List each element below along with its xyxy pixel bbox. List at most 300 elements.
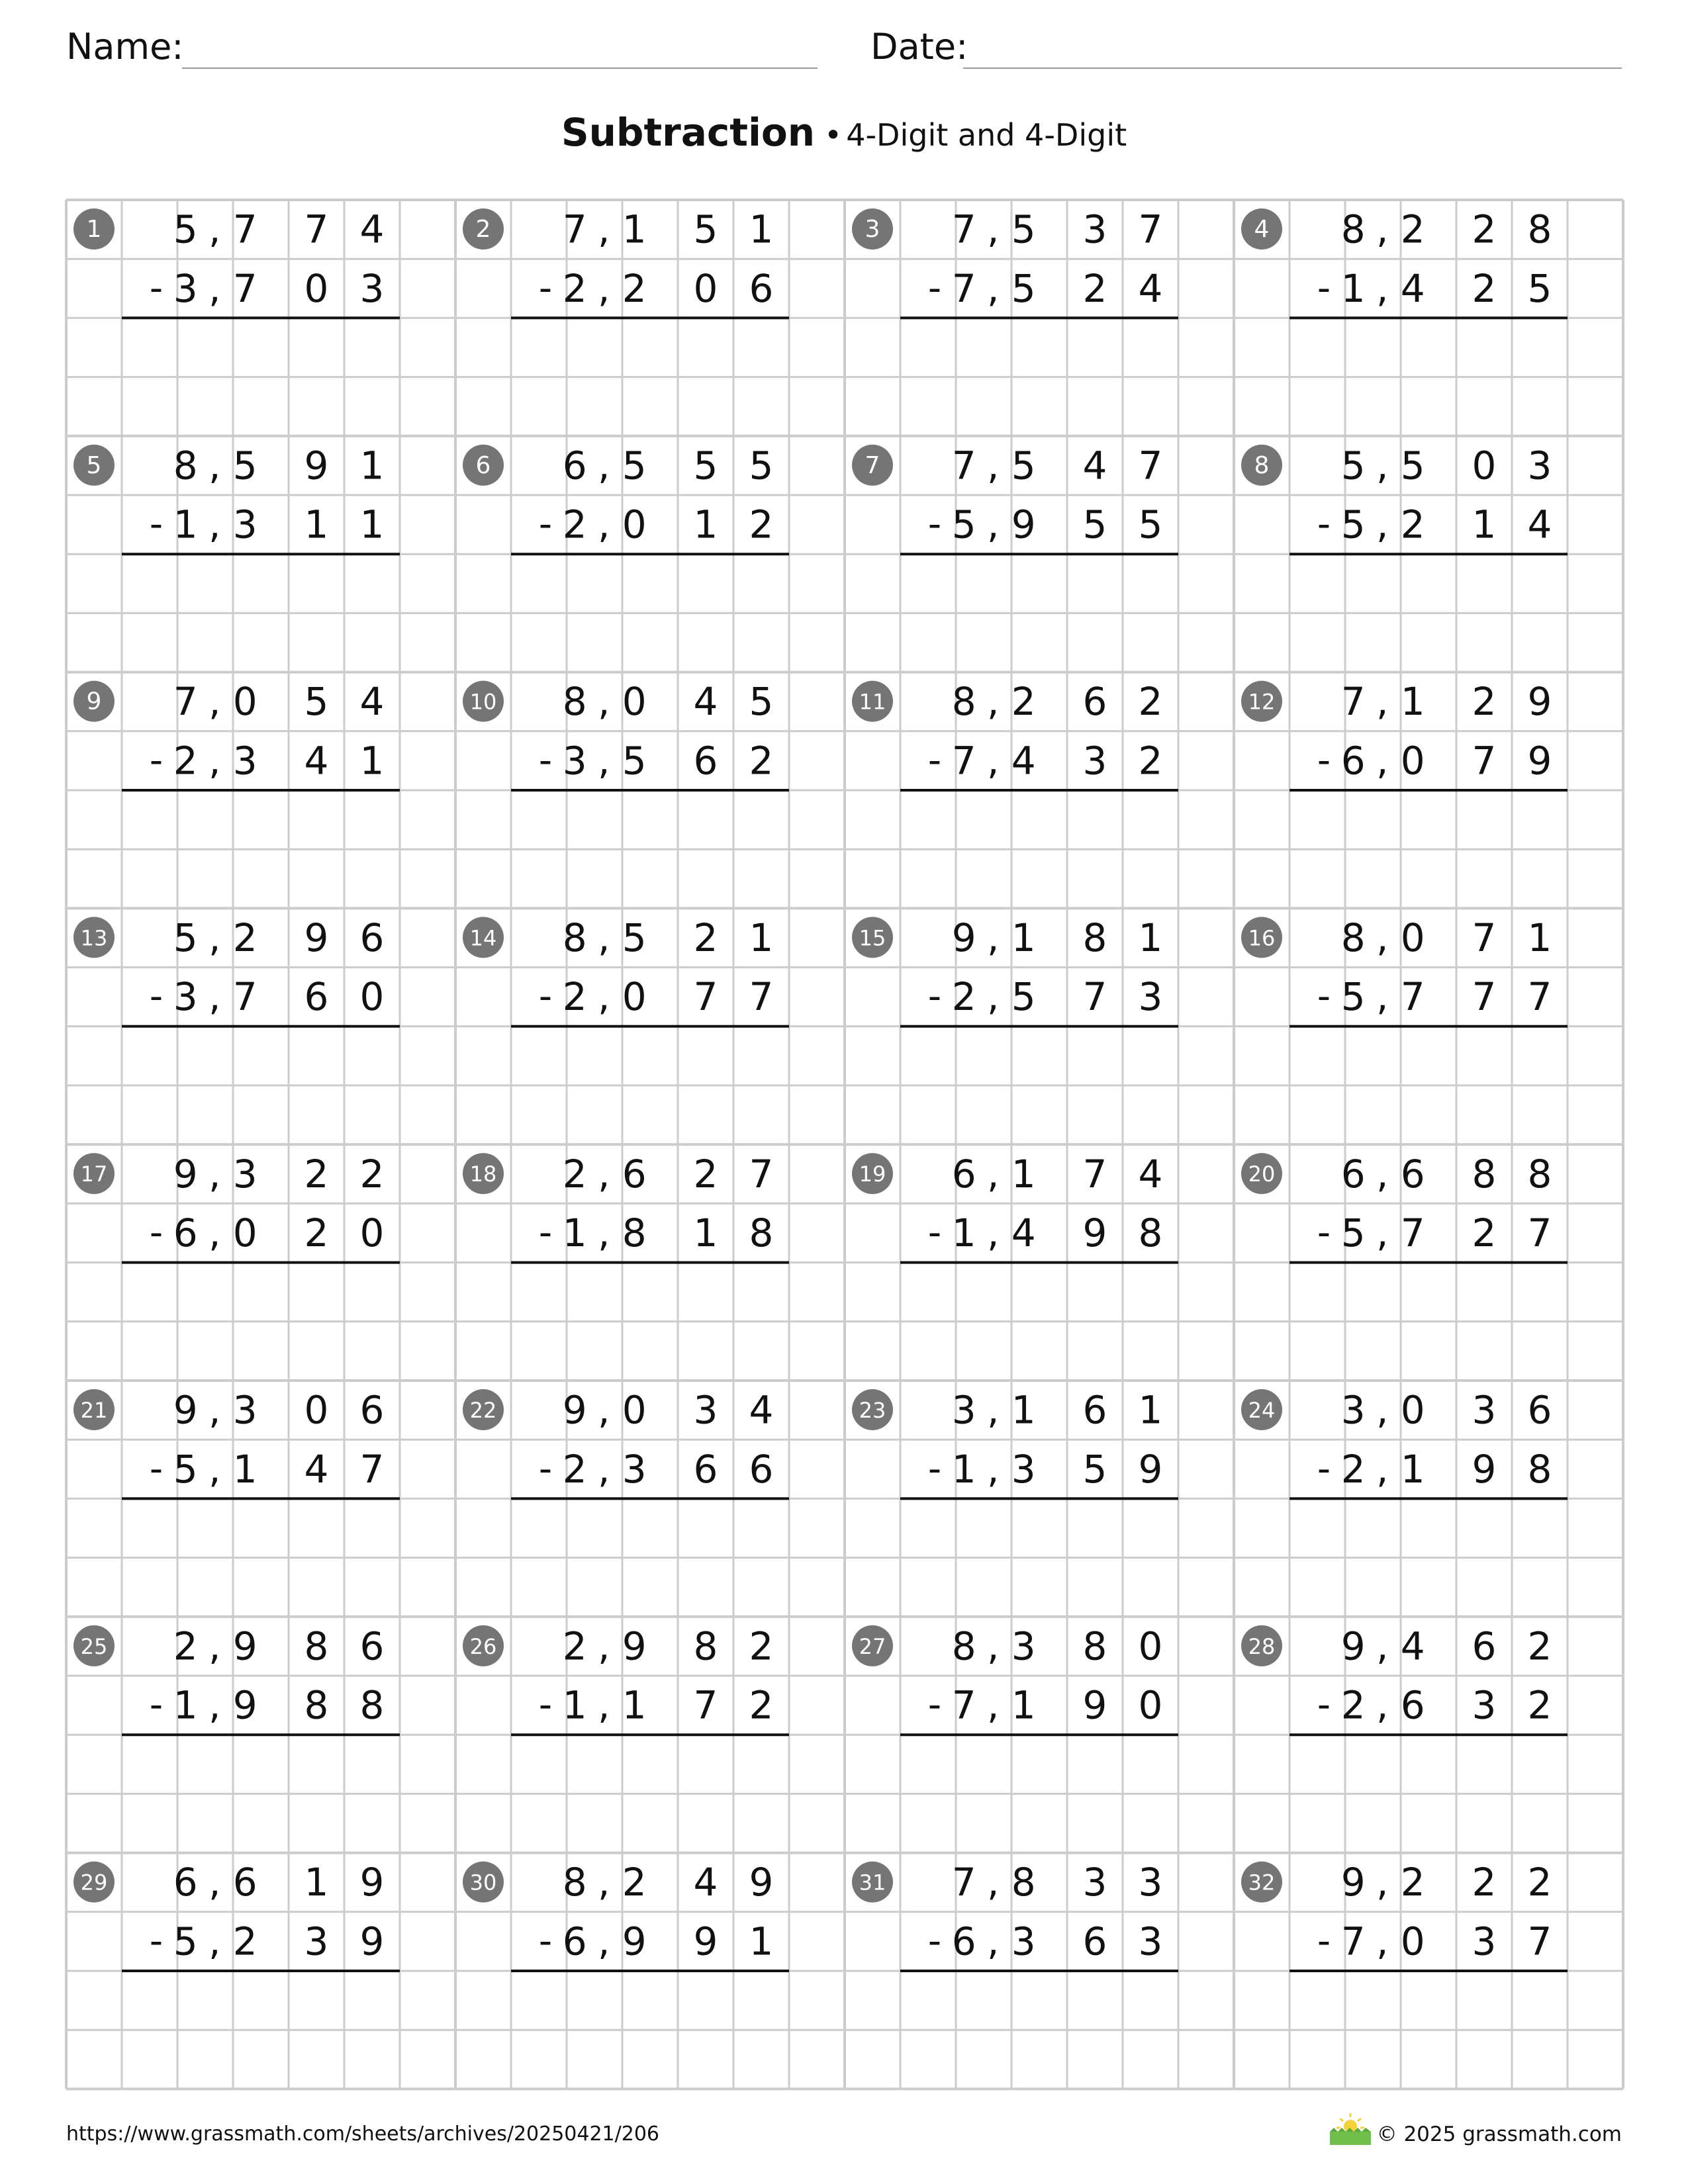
digit: 9 [173, 1151, 198, 1197]
digit: 5 [232, 443, 258, 488]
thousands-comma: , [208, 1210, 221, 1255]
digit: 9 [1082, 1682, 1107, 1728]
digit: 1 [1011, 1151, 1036, 1197]
digit: 3 [1138, 1860, 1163, 1905]
minus-sign: - [538, 502, 553, 546]
digit: 8 [1472, 1151, 1497, 1197]
digit: 0 [232, 1210, 258, 1255]
digit: 1 [173, 1682, 198, 1728]
digit: 7 [951, 443, 976, 488]
digit: 9 [1340, 1623, 1366, 1669]
problem-number: 30 [469, 1870, 497, 1895]
digit: 8 [304, 1623, 329, 1669]
thousands-comma: , [986, 443, 1000, 488]
digit: 1 [951, 1210, 976, 1255]
digit: 1 [749, 1919, 774, 1964]
digit: 6 [1082, 1387, 1107, 1433]
digit: 3 [1082, 1860, 1107, 1905]
subtrahend [1341, 1919, 1552, 1964]
digit: 1 [304, 502, 329, 547]
digit: 2 [1400, 206, 1425, 252]
digit: 7 [232, 974, 258, 1020]
minus-sign: - [538, 975, 553, 1019]
digit: 8 [1082, 915, 1107, 960]
digit: 0 [359, 974, 385, 1020]
minus-sign: - [149, 1919, 164, 1963]
answer-area[interactable] [511, 1971, 789, 2089]
digit: 3 [1011, 1446, 1036, 1492]
digit: 3 [693, 1387, 718, 1433]
answer-area[interactable] [1289, 1263, 1568, 1381]
digit: 5 [1340, 443, 1366, 488]
digit: 2 [562, 1623, 587, 1669]
thousands-comma: , [597, 1623, 610, 1669]
thousands-comma: , [597, 1151, 610, 1197]
digit: 1 [1138, 915, 1163, 960]
title-subtitle: 4-Digit and 4-Digit [846, 117, 1127, 153]
problem-number: 29 [80, 1870, 108, 1895]
minuend [1341, 443, 1552, 488]
digit: 4 [304, 1446, 329, 1492]
digit: 0 [1138, 1623, 1163, 1669]
digit: 7 [1400, 974, 1425, 1020]
minus-sign: - [1317, 1683, 1331, 1727]
digit: 8 [693, 1623, 718, 1669]
digit: 7 [951, 1682, 976, 1728]
thousands-comma: , [597, 502, 610, 547]
digit: 6 [173, 1860, 198, 1905]
digit: 7 [1472, 738, 1497, 784]
minuend [563, 1623, 774, 1668]
subtrahend [1341, 974, 1552, 1019]
digit: 0 [1138, 1682, 1163, 1728]
minus-sign: - [1317, 739, 1331, 782]
date-line[interactable] [963, 68, 1622, 69]
digit: 7 [749, 1151, 774, 1197]
minus-sign: - [927, 739, 942, 782]
digit: 5 [622, 915, 647, 960]
digit: 2 [749, 1682, 774, 1728]
digit: 1 [1011, 1682, 1036, 1728]
digit: 7 [1527, 1919, 1552, 1964]
digit: 1 [749, 206, 774, 252]
minuend [952, 443, 1163, 488]
digit: 2 [749, 502, 774, 547]
minus-sign: - [927, 1683, 942, 1727]
subtrahend [563, 738, 774, 783]
answer-area[interactable] [1289, 318, 1568, 435]
digit: 8 [622, 1210, 647, 1255]
digit: 2 [562, 1151, 587, 1197]
digit: 3 [1082, 738, 1107, 784]
digit: 6 [749, 1446, 774, 1492]
digit: 2 [749, 1623, 774, 1669]
digit: 3 [232, 738, 258, 784]
digit: 1 [1400, 1446, 1425, 1492]
digit: 9 [304, 443, 329, 488]
digit: 5 [173, 1446, 198, 1492]
thousands-comma: , [1376, 915, 1389, 960]
digit: 1 [1472, 502, 1497, 547]
problem-number: 32 [1248, 1870, 1276, 1895]
minus-sign: - [1317, 1447, 1331, 1490]
digit: 1 [749, 915, 774, 960]
digit: 6 [1082, 679, 1107, 725]
digit: 2 [232, 915, 258, 960]
problem-number: 16 [1248, 925, 1276, 951]
problem-number: 18 [469, 1161, 497, 1187]
subtrahend [952, 1683, 1163, 1728]
answer-area[interactable] [122, 1498, 400, 1616]
thousands-comma: , [1376, 1151, 1389, 1197]
digit: 1 [1011, 1387, 1036, 1433]
answer-area[interactable] [122, 1026, 400, 1144]
digit: 7 [951, 738, 976, 784]
thousands-comma: , [1376, 1682, 1389, 1728]
answer-area[interactable] [122, 790, 400, 908]
digit: 9 [1082, 1210, 1107, 1255]
answer-area[interactable] [900, 1263, 1178, 1381]
digit: 5 [304, 679, 329, 725]
answer-area[interactable] [122, 1971, 400, 2089]
digit: 7 [1138, 206, 1163, 252]
thousands-comma: , [986, 915, 1000, 960]
minuend [173, 1623, 385, 1668]
digit: 6 [1400, 1682, 1425, 1728]
thousands-comma: , [986, 1446, 1000, 1492]
thousands-comma: , [208, 443, 221, 488]
digit: 5 [693, 443, 718, 488]
thousands-comma: , [208, 1682, 221, 1728]
digit: 6 [951, 1919, 976, 1964]
digit: 8 [1527, 1151, 1552, 1197]
answer-area[interactable] [1289, 1735, 1568, 1852]
subtrahend [1341, 738, 1552, 783]
digit: 7 [304, 206, 329, 252]
digit: 7 [232, 206, 258, 252]
answer-area[interactable] [511, 1498, 789, 1616]
problem-number: 25 [80, 1633, 108, 1659]
digit: 8 [1340, 915, 1366, 960]
thousands-comma: , [208, 915, 221, 960]
digit: 1 [951, 1446, 976, 1492]
digit: 8 [562, 679, 587, 725]
answer-area[interactable] [900, 1498, 1178, 1616]
name-line[interactable] [182, 68, 818, 69]
digit: 2 [1472, 1860, 1497, 1905]
digit: 1 [1400, 679, 1425, 725]
digit: 6 [1400, 1151, 1425, 1197]
answer-area[interactable] [900, 1026, 1178, 1144]
minuend [1341, 1388, 1552, 1433]
subtrahend [1341, 266, 1552, 311]
digit: 4 [693, 679, 718, 725]
minuend [1341, 915, 1552, 960]
digit: 8 [562, 1860, 587, 1905]
thousands-comma: , [986, 1682, 1000, 1728]
digit: 5 [173, 206, 198, 252]
digit: 3 [173, 974, 198, 1020]
digit: 8 [1138, 1210, 1163, 1255]
problem-number: 17 [80, 1161, 108, 1187]
digit: 7 [951, 265, 976, 311]
subtrahend [563, 974, 774, 1019]
minuend [563, 1388, 774, 1433]
digit: 7 [359, 1446, 385, 1492]
answer-area[interactable] [900, 790, 1178, 908]
digit: 9 [693, 1919, 718, 1964]
minuend [952, 207, 1163, 252]
digit: 0 [693, 265, 718, 311]
digit: 4 [1011, 1210, 1036, 1255]
thousands-comma: , [1376, 1623, 1389, 1669]
problem-number: 19 [859, 1161, 886, 1187]
digit: 2 [1082, 265, 1107, 311]
digit: 7 [1082, 1151, 1107, 1197]
subtrahend [173, 266, 385, 311]
answer-area[interactable] [1289, 1971, 1568, 2089]
digit: 6 [749, 265, 774, 311]
minus-sign: - [1317, 975, 1331, 1019]
answer-area[interactable] [511, 1026, 789, 1144]
digit: 9 [622, 1919, 647, 1964]
digit: 5 [749, 443, 774, 488]
digit: 6 [693, 1446, 718, 1492]
grass-sun-logo-icon [1327, 2108, 1374, 2148]
digit: 7 [1340, 679, 1366, 725]
digit: 5 [1138, 502, 1163, 547]
digit: 4 [1527, 502, 1552, 547]
minuend [952, 1623, 1163, 1668]
digit: 8 [749, 1210, 774, 1255]
minuend [173, 207, 385, 252]
thousands-comma: , [208, 1919, 221, 1964]
digit: 6 [562, 443, 587, 488]
minus-sign: - [538, 739, 553, 782]
answer-area[interactable] [900, 318, 1178, 435]
minuend [563, 207, 774, 252]
minus-sign: - [1317, 266, 1331, 310]
problem-number: 11 [859, 689, 886, 715]
answer-area[interactable] [1289, 554, 1568, 672]
problem-number: 5 [86, 451, 102, 479]
digit: 4 [1011, 738, 1036, 784]
problem-number: 4 [1254, 216, 1270, 243]
digit: 4 [693, 1860, 718, 1905]
digit: 8 [951, 1623, 976, 1669]
subtrahend [173, 1683, 385, 1728]
answer-area[interactable] [122, 554, 400, 672]
digit: 8 [1527, 206, 1552, 252]
subtrahend [1341, 1447, 1552, 1492]
digit: 1 [1340, 265, 1366, 311]
digit: 2 [1400, 1860, 1425, 1905]
thousands-comma: , [208, 1860, 221, 1905]
digit: 7 [1527, 974, 1552, 1020]
thousands-comma: , [986, 1387, 1000, 1433]
digit: 1 [359, 738, 385, 784]
thousands-comma: , [1376, 738, 1389, 784]
answer-area[interactable] [900, 554, 1178, 672]
digit: 5 [1400, 443, 1425, 488]
digit: 4 [304, 738, 329, 784]
digit: 3 [1011, 1623, 1036, 1669]
digit: 6 [951, 1151, 976, 1197]
thousands-comma: , [986, 206, 1000, 252]
problem-number: 15 [859, 925, 886, 951]
digit: 6 [1340, 738, 1366, 784]
digit: 3 [562, 738, 587, 784]
problem-number: 8 [1254, 451, 1270, 479]
thousands-comma: , [986, 679, 1000, 725]
thousands-comma: , [986, 1623, 1000, 1669]
minus-sign: - [538, 1919, 553, 1963]
thousands-comma: , [1376, 1860, 1389, 1905]
minuend [173, 679, 385, 724]
digit: 9 [359, 1860, 385, 1905]
digit: 7 [951, 206, 976, 252]
minuend [1341, 1623, 1552, 1668]
digit: 0 [1400, 915, 1425, 960]
answer-area[interactable] [122, 318, 400, 435]
subtrahend [952, 738, 1163, 783]
digit: 6 [359, 1623, 385, 1669]
digit: 6 [359, 1387, 385, 1433]
digit: 2 [1340, 1446, 1366, 1492]
digit: 1 [359, 443, 385, 488]
digit: 3 [1472, 1919, 1497, 1964]
digit: 0 [304, 265, 329, 311]
digit: 5 [622, 443, 647, 488]
digit: 1 [562, 1210, 587, 1255]
title-bullet: • [824, 117, 843, 153]
minus-sign: - [149, 739, 164, 782]
digit: 4 [359, 679, 385, 725]
thousands-comma: , [597, 974, 610, 1020]
subtrahend [173, 974, 385, 1019]
digit: 1 [1011, 915, 1036, 960]
subtrahend [563, 1919, 774, 1964]
answer-area[interactable] [1289, 1498, 1568, 1616]
digit: 6 [304, 974, 329, 1020]
thousands-comma: , [597, 1919, 610, 1964]
digit: 3 [1472, 1682, 1497, 1728]
minus-sign: - [927, 1211, 942, 1254]
digit: 7 [1082, 974, 1107, 1020]
digit: 2 [1011, 679, 1036, 725]
answer-area[interactable] [122, 1735, 400, 1852]
thousands-comma: , [597, 1446, 610, 1492]
answer-area[interactable] [511, 318, 789, 435]
digit: 2 [749, 738, 774, 784]
minuend [173, 915, 385, 960]
thousands-comma: , [597, 915, 610, 960]
subtrahend [952, 974, 1163, 1019]
digit: 6 [232, 1860, 258, 1905]
digit: 9 [1527, 679, 1552, 725]
digit: 7 [1472, 915, 1497, 960]
problem-number: 6 [475, 451, 491, 479]
answer-area[interactable] [900, 1735, 1178, 1852]
digit: 2 [951, 974, 976, 1020]
digit: 8 [1082, 1623, 1107, 1669]
digit: 2 [1472, 679, 1497, 725]
digit: 8 [1527, 1446, 1552, 1492]
minuend [1341, 1152, 1552, 1197]
answer-area[interactable] [511, 554, 789, 672]
answer-area[interactable] [511, 790, 789, 908]
digit: 2 [304, 1210, 329, 1255]
minuend [563, 1152, 774, 1197]
digit: 1 [562, 1682, 587, 1728]
thousands-comma: , [986, 974, 1000, 1020]
answer-area[interactable] [511, 1735, 789, 1852]
digit: 7 [232, 265, 258, 311]
digit: 8 [951, 679, 976, 725]
digit: 9 [622, 1623, 647, 1669]
digit: 7 [1400, 1210, 1425, 1255]
digit: 5 [1340, 974, 1366, 1020]
thousands-comma: , [208, 206, 221, 252]
digit: 3 [173, 265, 198, 311]
digit: 9 [1340, 1860, 1366, 1905]
digit: 5 [749, 679, 774, 725]
digit: 3 [1138, 1919, 1163, 1964]
answer-area[interactable] [1289, 1026, 1568, 1144]
digit: 5 [173, 915, 198, 960]
minus-sign: - [538, 1683, 553, 1727]
thousands-comma: , [208, 502, 221, 547]
digit: 4 [1082, 443, 1107, 488]
digit: 5 [1082, 1446, 1107, 1492]
worksheet-title [0, 106, 1688, 169]
minus-sign: - [538, 1447, 553, 1490]
digit: 2 [1340, 1682, 1366, 1728]
thousands-comma: , [1376, 1919, 1389, 1964]
minuend [952, 915, 1163, 960]
digit: 3 [1138, 974, 1163, 1020]
thousands-comma: , [1376, 1446, 1389, 1492]
digit: 2 [562, 1446, 587, 1492]
digit: 8 [1340, 206, 1366, 252]
answer-area[interactable] [122, 1263, 400, 1381]
thousands-comma: , [597, 1682, 610, 1728]
answer-area[interactable] [511, 1263, 789, 1381]
digit: 2 [622, 1860, 647, 1905]
thousands-comma: , [986, 265, 1000, 311]
thousands-comma: , [208, 974, 221, 1020]
digit: 6 [1340, 1151, 1366, 1197]
minuend [563, 679, 774, 724]
answer-area[interactable] [900, 1971, 1178, 2089]
thousands-comma: , [1376, 974, 1389, 1020]
digit: 0 [359, 1210, 385, 1255]
digit: 7 [749, 974, 774, 1020]
minus-sign: - [538, 1211, 553, 1254]
answer-area[interactable] [1289, 790, 1568, 908]
problem-number: 12 [1248, 689, 1276, 715]
digit: 3 [951, 1387, 976, 1433]
digit: 2 [1472, 206, 1497, 252]
digit: 5 [1527, 265, 1552, 311]
thousands-comma: , [597, 738, 610, 784]
digit: 5 [1082, 502, 1107, 547]
digit: 3 [1472, 1387, 1497, 1433]
minus-sign: - [1317, 502, 1331, 546]
name-label: Name: [66, 26, 184, 68]
minuend [952, 1860, 1163, 1905]
digit: 7 [1472, 974, 1497, 1020]
